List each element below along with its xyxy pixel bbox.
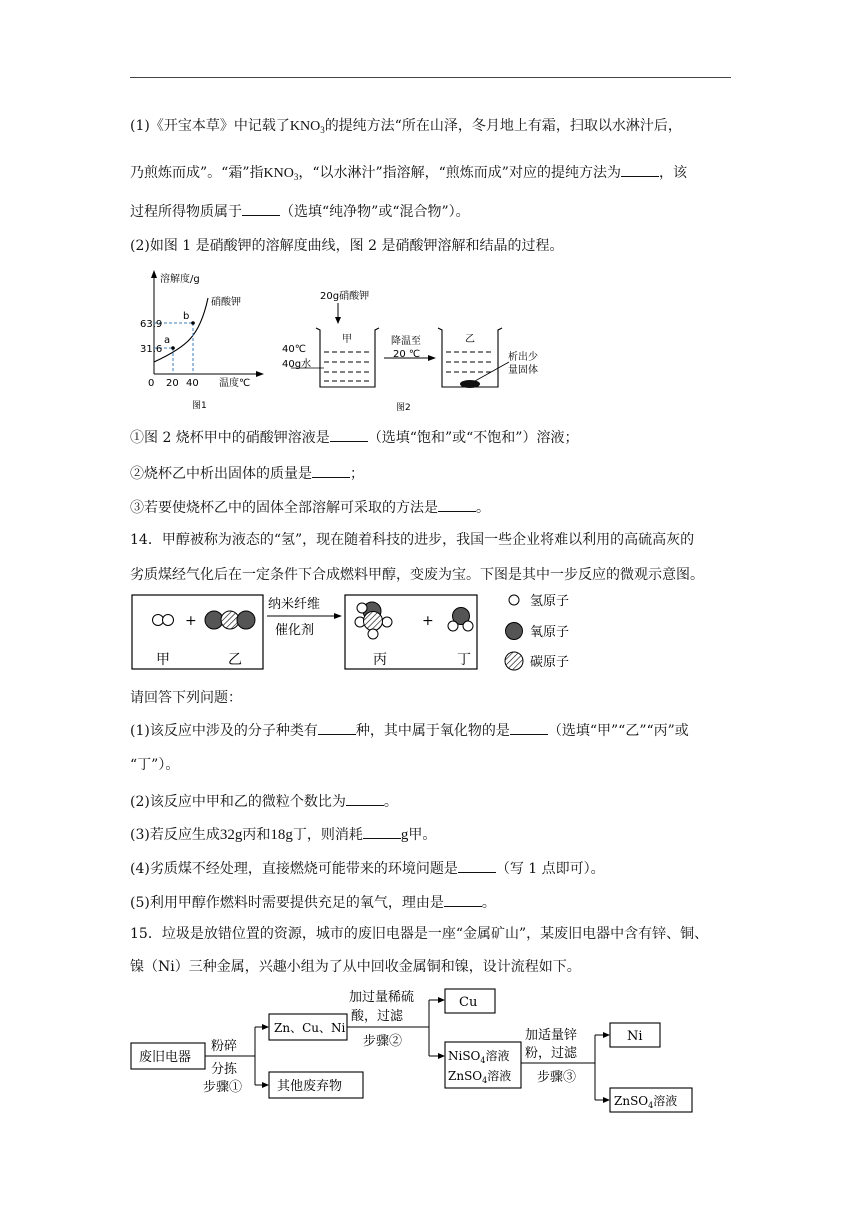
q14-q5: (5)利用甲醇作燃料时需要提供充足的氧气，理由是 。 — [130, 892, 496, 912]
reaction-micro-diagram — [130, 588, 600, 678]
q14-q4: (4)劣质煤不经处理，直接燃烧可能带来的环境问题是 （写 1 点即可）。 — [130, 858, 605, 878]
q15-intro-line1: 15．垃圾是放错位置的资源，城市的废旧电器是一座“金属矿山”，某废旧电器中含有锌、铜、 — [130, 926, 709, 942]
cool-label-bottom: 20 ℃ — [393, 349, 421, 360]
x-tick-20: 20 — [166, 378, 179, 389]
legend-oxygen: 氧原子 — [530, 625, 570, 640]
fig1-curve-label: 硝酸钾 — [211, 297, 241, 308]
fig1-xlabel: 温度℃ — [219, 378, 251, 389]
beaker-jia-label: 甲 — [342, 334, 352, 345]
precipitate-line2: 量固体 — [508, 365, 538, 376]
y-tick-63-9: 63.9 — [140, 319, 163, 330]
q14-q2: (2)该反应中甲和乙的微粒个数比为 。 — [130, 791, 398, 811]
x-tick-0: 0 — [148, 378, 155, 389]
crystallization-figure — [280, 284, 560, 414]
label-ding: 丁 — [457, 652, 471, 668]
add-kno3-label: 20g硝酸钾 — [320, 291, 370, 302]
q13-sub1: ①图 2 烧杯甲中的硝酸钾溶液是 （选填“饱和”或“不饱和”）溶液； — [130, 427, 578, 447]
q14-q1-line1: (1)该反应中涉及的分子种类有 种，其中属于氧化物的是 （选填“甲”“乙”“丙”或 — [130, 720, 689, 740]
q14-q3: (3)若反应生成32g丙和18g丁，则消耗 g甲。 — [130, 824, 436, 844]
point-a-label: a — [164, 335, 171, 346]
answer-blank[interactable] — [318, 720, 356, 735]
final-zinc-sulfate: ZnSO$_4$溶液 — [614, 1094, 678, 1110]
answer-blank[interactable] — [458, 858, 496, 873]
step1-top1: 粉碎 — [211, 1039, 238, 1054]
solubility-curve-figure — [140, 266, 270, 414]
answer-blank[interactable] — [346, 791, 384, 806]
answer-blank[interactable] — [510, 720, 548, 735]
step1-label: 步骤① — [203, 1080, 243, 1095]
fig1-ylabel: 溶解度/g — [160, 274, 200, 285]
y-tick-31-6: 31.6 — [140, 344, 163, 355]
answer-blank[interactable] — [312, 463, 350, 478]
plus-sign-left: + — [185, 613, 197, 629]
q14-q1-line2: “丁”）。 — [130, 757, 180, 773]
temp-40c: 40℃ — [282, 344, 306, 355]
q13-part2-intro: (2)如图 1 是硝酸钾的溶解度曲线，图 2 是硝酸钾溶解和结晶的过程。 — [130, 238, 564, 254]
label-jia: 甲 — [156, 652, 170, 668]
answer-blank[interactable] — [438, 497, 476, 512]
q14-intro-line1: 14．甲醇被称为液态的“氢”，现在随着科技的进步，我国一些企业将难以利用的高硫高灰的 — [130, 532, 695, 548]
q13-part1-line2: 乃煎炼而成”。“霜”指$KNO_3$，“以水淋汁”指溶解，“煎炼而成”对应的提纯方法为 ，该 — [130, 162, 687, 186]
x-tick-40: 40 — [186, 378, 199, 389]
nickel-sulfate-solution: NiSO$_4$溶液 — [448, 1049, 510, 1065]
legend-carbon: 碳原子 — [530, 655, 570, 670]
ni-box: Ni — [627, 1029, 643, 1044]
answer-blank[interactable] — [363, 824, 401, 839]
point-b-label: b — [183, 311, 190, 322]
step3-top1: 加适量锌 — [525, 1028, 578, 1043]
precipitate-line1: 析出少 — [508, 352, 538, 363]
step2-top1: 加过量稀硫 — [349, 990, 415, 1005]
step2-top2: 酸，过滤 — [351, 1009, 404, 1024]
q13-part1-line1: (1)《开宝本草》中记载了$KNO_3$的提纯方法“所在山泽，冬月地上有霜，扫取以水淋汁后， — [130, 118, 682, 135]
beaker-yi-label: 乙 — [465, 334, 475, 345]
q15-intro-line2: 镍（Ni）三种金属，兴趣小组为了从中回收金属铜和镍，设计流程如下。 — [130, 959, 581, 975]
step3-top2: 粉，过滤 — [525, 1046, 578, 1061]
cool-label-top: 降温至 — [391, 336, 421, 347]
flow-start: 废旧电器 — [139, 1050, 192, 1065]
answer-blank[interactable] — [621, 162, 659, 177]
q14-intro-line2: 劣质煤经气化后在一定条件下合成燃料甲醇，变废为宝。下图是其中一步反应的微观示意图。 — [130, 567, 704, 583]
cu-box: Cu — [459, 995, 478, 1010]
metals-box: Zn、Cu、Ni — [274, 1021, 346, 1035]
header-rule — [130, 77, 731, 78]
step3-label: 步骤③ — [537, 1070, 577, 1085]
recovery-flowchart — [125, 983, 705, 1118]
catalyst-line2: 催化剂 — [275, 623, 315, 638]
carbon-legend-icon — [505, 652, 523, 670]
legend-hydrogen: 氢原子 — [530, 594, 570, 609]
step2-label: 步骤② — [363, 1034, 403, 1049]
answer-blank[interactable] — [330, 427, 368, 442]
hydrogen-legend-icon — [509, 595, 519, 605]
answer-blank[interactable] — [444, 892, 482, 907]
plus-sign-right: + — [422, 613, 434, 629]
answer-blank[interactable] — [242, 201, 280, 216]
zinc-sulfate-solution: ZnSO$_4$溶液 — [448, 1069, 512, 1085]
label-yi: 乙 — [228, 652, 242, 668]
water-40g: 40g水 — [282, 359, 312, 370]
oxygen-legend-icon — [506, 623, 523, 640]
catalyst-line1: 纳米纤维 — [268, 597, 321, 612]
step1-top2: 分拣 — [211, 1062, 238, 1077]
waste-box: 其他废弃物 — [277, 1079, 343, 1094]
label-bing: 丙 — [373, 652, 387, 668]
q13-part1-line3: 过程所得物质属于 （选填“纯净物”或“混合物”）。 — [130, 201, 470, 221]
fig2-caption: 图2 — [396, 403, 411, 413]
q13-sub2: ②烧杯乙中析出固体的质量是 ； — [130, 463, 364, 483]
q14-prompt: 请回答下列问题： — [130, 690, 242, 706]
fig1-caption: 图1 — [192, 401, 207, 411]
q13-sub3: ③若要使烧杯乙中的固体全部溶解可采取的方法是 。 — [130, 497, 490, 517]
